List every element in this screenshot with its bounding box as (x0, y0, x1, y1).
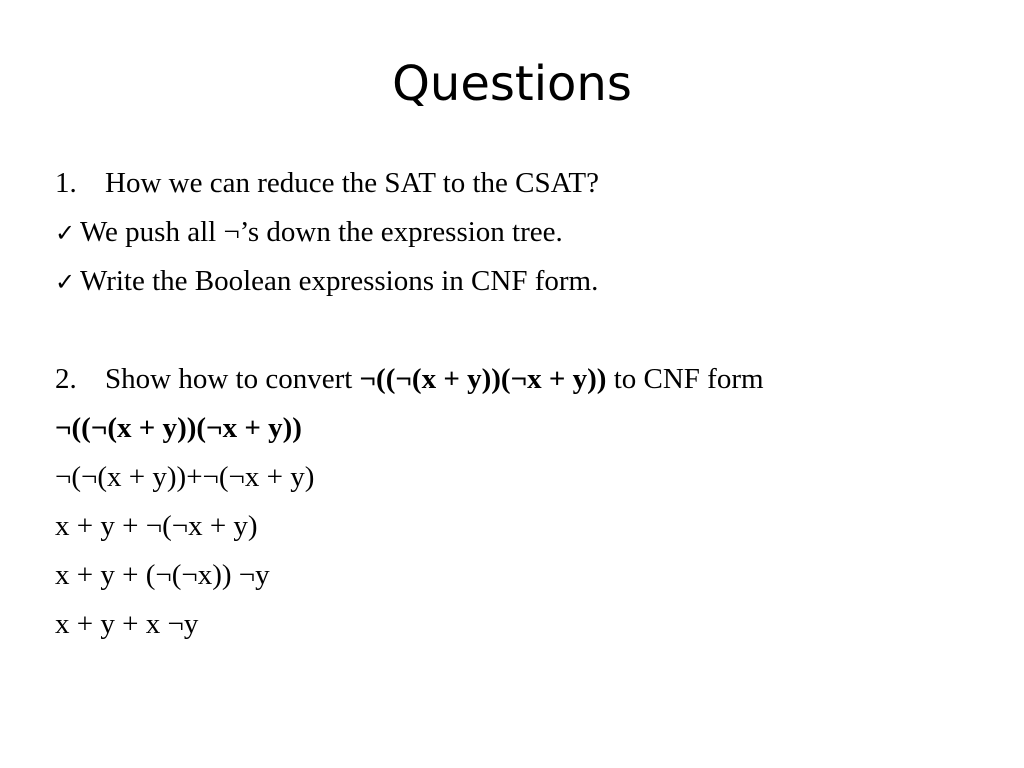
slide-body (55, 159, 995, 649)
question-2-expr-part: ))(¬ (481, 363, 528, 395)
answer-2 (55, 257, 995, 306)
question-1-number: 1. (55, 167, 77, 199)
step-1 (55, 404, 995, 453)
checkmark-icon: ✓ (55, 268, 76, 296)
answer-2-text: Write the Boolean expressions in CNF form. (80, 265, 599, 297)
slide-title: Questions (392, 56, 632, 112)
question-1 (55, 159, 995, 208)
question-2-expr-part: )) (587, 363, 607, 395)
step-1-part: x + y (222, 412, 283, 444)
answer-1-text: We push all ¬’s down the expression tree. (80, 216, 563, 248)
question-2-suffix: to CNF form (606, 363, 764, 395)
question-2-prefix: Show how to convert (105, 363, 360, 395)
step-3: x + y + ¬(¬x + y) (55, 510, 258, 542)
answer-1 (55, 208, 995, 257)
question-2-expr-part: ¬((¬( (359, 363, 422, 395)
step-1-part: )) (282, 412, 302, 444)
question-2 (55, 355, 995, 404)
step-1-part: x + y (117, 412, 178, 444)
step-2: ¬(¬(x + y))+¬(¬x + y) (55, 461, 315, 493)
question-2-number: 2. (55, 363, 77, 395)
checkmark-icon: ✓ (55, 219, 76, 247)
question-2-expr-part: x + y (527, 363, 588, 395)
step-1-part: ¬((¬( (55, 412, 118, 444)
question-2-expr-part: x + y (421, 363, 482, 395)
step-1-part: ))(¬ (177, 412, 223, 444)
question-1-text: How we can reduce the SAT to the CSAT? (105, 167, 599, 199)
spacer (55, 306, 995, 355)
step-4: x + y + (¬(¬x)) ¬y (55, 559, 270, 591)
step-5: x + y + x ¬y (55, 608, 199, 640)
